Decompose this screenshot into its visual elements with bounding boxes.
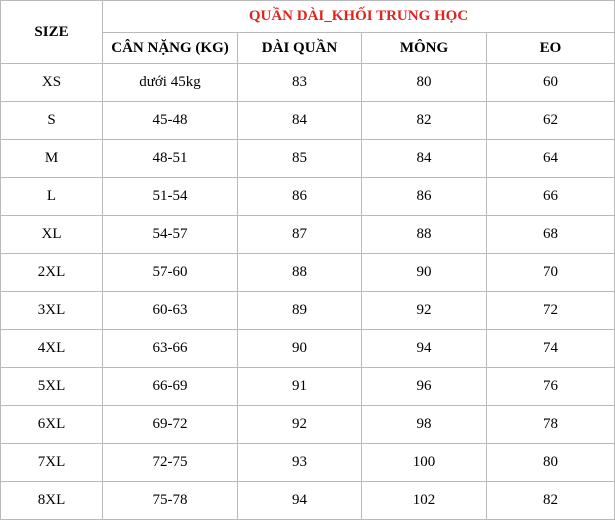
- waist-cell[interactable]: 62: [487, 102, 615, 140]
- waist-cell[interactable]: 76: [487, 368, 615, 406]
- table-body: [1, 64, 615, 520]
- size-cell[interactable]: S: [1, 102, 103, 140]
- waist-cell[interactable]: 64: [487, 140, 615, 178]
- weight-cell[interactable]: dưới 45kg: [103, 64, 238, 102]
- length-cell[interactable]: 86: [238, 178, 362, 216]
- size-cell[interactable]: XL: [1, 216, 103, 254]
- hip-cell[interactable]: 90: [362, 254, 487, 292]
- table-row: [1, 444, 615, 482]
- length-cell[interactable]: 83: [238, 64, 362, 102]
- waist-column-header[interactable]: EO: [487, 33, 615, 64]
- hip-cell[interactable]: 94: [362, 330, 487, 368]
- table-row: [1, 406, 615, 444]
- size-cell[interactable]: XS: [1, 64, 103, 102]
- weight-column-header[interactable]: CÂN NẶNG (KG): [103, 33, 238, 64]
- weight-cell[interactable]: 69-72: [103, 406, 238, 444]
- table-row: [1, 482, 615, 520]
- weight-cell[interactable]: 60-63: [103, 292, 238, 330]
- weight-cell[interactable]: 75-78: [103, 482, 238, 520]
- length-cell[interactable]: 94: [238, 482, 362, 520]
- hip-cell[interactable]: 100: [362, 444, 487, 482]
- size-cell[interactable]: 8XL: [1, 482, 103, 520]
- table-row: [1, 178, 615, 216]
- size-column-header[interactable]: SIZE: [1, 1, 103, 64]
- weight-cell[interactable]: 54-57: [103, 216, 238, 254]
- waist-cell[interactable]: 82: [487, 482, 615, 520]
- weight-cell[interactable]: 48-51: [103, 140, 238, 178]
- table-title[interactable]: QUẦN DÀI_KHỐI TRUNG HỌC: [103, 1, 615, 33]
- size-cell[interactable]: 4XL: [1, 330, 103, 368]
- table-row: [1, 140, 615, 178]
- hip-cell[interactable]: 86: [362, 178, 487, 216]
- size-cell[interactable]: L: [1, 178, 103, 216]
- waist-cell[interactable]: 60: [487, 64, 615, 102]
- waist-cell[interactable]: 68: [487, 216, 615, 254]
- weight-cell[interactable]: 63-66: [103, 330, 238, 368]
- hip-cell[interactable]: 102: [362, 482, 487, 520]
- size-cell[interactable]: 3XL: [1, 292, 103, 330]
- length-cell[interactable]: 85: [238, 140, 362, 178]
- table-row: [1, 64, 615, 102]
- waist-cell[interactable]: 78: [487, 406, 615, 444]
- table-row: [1, 216, 615, 254]
- length-cell[interactable]: 92: [238, 406, 362, 444]
- waist-cell[interactable]: 72: [487, 292, 615, 330]
- weight-cell[interactable]: 51-54: [103, 178, 238, 216]
- size-cell[interactable]: 7XL: [1, 444, 103, 482]
- waist-cell[interactable]: 80: [487, 444, 615, 482]
- length-cell[interactable]: 87: [238, 216, 362, 254]
- hip-cell[interactable]: 82: [362, 102, 487, 140]
- waist-cell[interactable]: 70: [487, 254, 615, 292]
- length-cell[interactable]: 90: [238, 330, 362, 368]
- weight-cell[interactable]: 66-69: [103, 368, 238, 406]
- length-cell[interactable]: 91: [238, 368, 362, 406]
- size-cell[interactable]: 5XL: [1, 368, 103, 406]
- weight-cell[interactable]: 45-48: [103, 102, 238, 140]
- title-row: [1, 1, 615, 33]
- table-row: [1, 292, 615, 330]
- weight-cell[interactable]: 72-75: [103, 444, 238, 482]
- length-cell[interactable]: 89: [238, 292, 362, 330]
- size-cell[interactable]: 6XL: [1, 406, 103, 444]
- waist-cell[interactable]: 66: [487, 178, 615, 216]
- hip-cell[interactable]: 84: [362, 140, 487, 178]
- size-cell[interactable]: M: [1, 140, 103, 178]
- length-column-header[interactable]: DÀI QUẦN: [238, 33, 362, 64]
- size-cell[interactable]: 2XL: [1, 254, 103, 292]
- hip-cell[interactable]: 98: [362, 406, 487, 444]
- weight-cell[interactable]: 57-60: [103, 254, 238, 292]
- length-cell[interactable]: 93: [238, 444, 362, 482]
- waist-cell[interactable]: 74: [487, 330, 615, 368]
- hip-column-header[interactable]: MÔNG: [362, 33, 487, 64]
- hip-cell[interactable]: 96: [362, 368, 487, 406]
- length-cell[interactable]: 84: [238, 102, 362, 140]
- table-row: [1, 254, 615, 292]
- table-row: [1, 368, 615, 406]
- length-cell[interactable]: 88: [238, 254, 362, 292]
- table-row: [1, 330, 615, 368]
- hip-cell[interactable]: 88: [362, 216, 487, 254]
- hip-cell[interactable]: 92: [362, 292, 487, 330]
- hip-cell[interactable]: 80: [362, 64, 487, 102]
- table-row: [1, 102, 615, 140]
